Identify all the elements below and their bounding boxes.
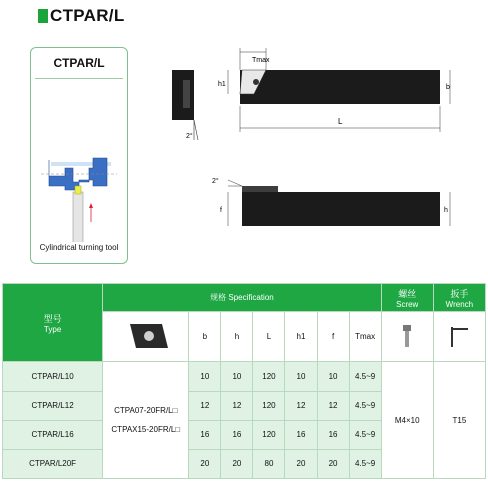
col-f: f bbox=[317, 312, 349, 362]
f-label: f bbox=[220, 207, 222, 214]
cell-h1: 20 bbox=[285, 449, 317, 478]
screw-header: 螺丝 Screw bbox=[381, 284, 433, 312]
front-angle-label: 2° bbox=[186, 133, 193, 140]
side-angle-label: 2° bbox=[212, 178, 219, 185]
b-label: b bbox=[446, 84, 450, 91]
type-header: 型号 Type bbox=[3, 284, 103, 362]
tool-shank bbox=[73, 192, 83, 242]
cell-L: 120 bbox=[253, 362, 285, 391]
col-L: L bbox=[253, 312, 285, 362]
table-row-type: CTPAR/L16 bbox=[3, 420, 103, 449]
col-h: h bbox=[221, 312, 253, 362]
wrench-image-cell bbox=[433, 312, 485, 362]
tool-drawing bbox=[150, 40, 470, 240]
wrench-icon bbox=[444, 321, 474, 351]
wrench-header: 扳手 Wrench bbox=[433, 284, 485, 312]
insert-spec-cell: CTPA07-20FR/L□ CTPAX15-20FR/L□ bbox=[103, 362, 189, 479]
card-divider bbox=[35, 78, 123, 79]
application-illustration bbox=[31, 82, 127, 242]
cell-f: 16 bbox=[317, 420, 349, 449]
cell-b: 16 bbox=[189, 420, 221, 449]
table-row-type: CTPAR/L20F bbox=[3, 449, 103, 478]
insert-tip bbox=[75, 186, 81, 194]
card-caption: Cylindrical turning tool bbox=[39, 243, 119, 252]
wrench-value-cell: T15 bbox=[433, 362, 485, 479]
h-label: h bbox=[444, 207, 448, 214]
insert-icon bbox=[116, 316, 176, 356]
table-row-type: CTPAR/L10 bbox=[3, 362, 103, 391]
title-marker bbox=[38, 9, 48, 23]
cell-h1: 16 bbox=[285, 420, 317, 449]
cell-L: 80 bbox=[253, 449, 285, 478]
col-h1: h1 bbox=[285, 312, 317, 362]
cell-tmax: 4.5~9 bbox=[349, 449, 381, 478]
top-view-shank bbox=[240, 70, 440, 104]
cell-b: 12 bbox=[189, 391, 221, 420]
screw-value-cell: M4×10 bbox=[381, 362, 433, 479]
cell-tmax: 4.5~9 bbox=[349, 420, 381, 449]
cell-h: 20 bbox=[221, 449, 253, 478]
col-tmax: Tmax bbox=[349, 312, 381, 362]
cell-L: 120 bbox=[253, 420, 285, 449]
front-view-insert bbox=[183, 80, 190, 108]
col-b: b bbox=[189, 312, 221, 362]
cell-h: 12 bbox=[221, 391, 253, 420]
cell-b: 10 bbox=[189, 362, 221, 391]
cell-h: 10 bbox=[221, 362, 253, 391]
cell-f: 12 bbox=[317, 391, 349, 420]
feed-arrow-head bbox=[89, 203, 93, 208]
table-row-type: CTPAR/L12 bbox=[3, 391, 103, 420]
cell-h: 16 bbox=[221, 420, 253, 449]
cell-tmax: 4.5~9 bbox=[349, 391, 381, 420]
h1-label: h1 bbox=[218, 81, 226, 88]
cell-h1: 12 bbox=[285, 391, 317, 420]
cell-tmax: 4.5~9 bbox=[349, 362, 381, 391]
card-title: CTPAR/L bbox=[53, 56, 105, 70]
cell-f: 10 bbox=[317, 362, 349, 391]
cell-f: 20 bbox=[317, 449, 349, 478]
page-title: CTPAR/L bbox=[50, 6, 125, 25]
spec-table bbox=[2, 283, 486, 479]
screw-icon bbox=[392, 321, 422, 351]
L-label: L bbox=[338, 117, 343, 126]
insert-image-cell bbox=[103, 312, 189, 362]
screw-image-cell bbox=[381, 312, 433, 362]
side-view-insert bbox=[242, 186, 278, 192]
tmax-label: Tmax bbox=[252, 57, 270, 64]
cell-L: 120 bbox=[253, 391, 285, 420]
cell-b: 20 bbox=[189, 449, 221, 478]
spec-header: 规格 Specification bbox=[103, 284, 382, 312]
application-card bbox=[30, 47, 128, 264]
cell-h1: 10 bbox=[285, 362, 317, 391]
insert-screw-hole bbox=[253, 79, 259, 85]
